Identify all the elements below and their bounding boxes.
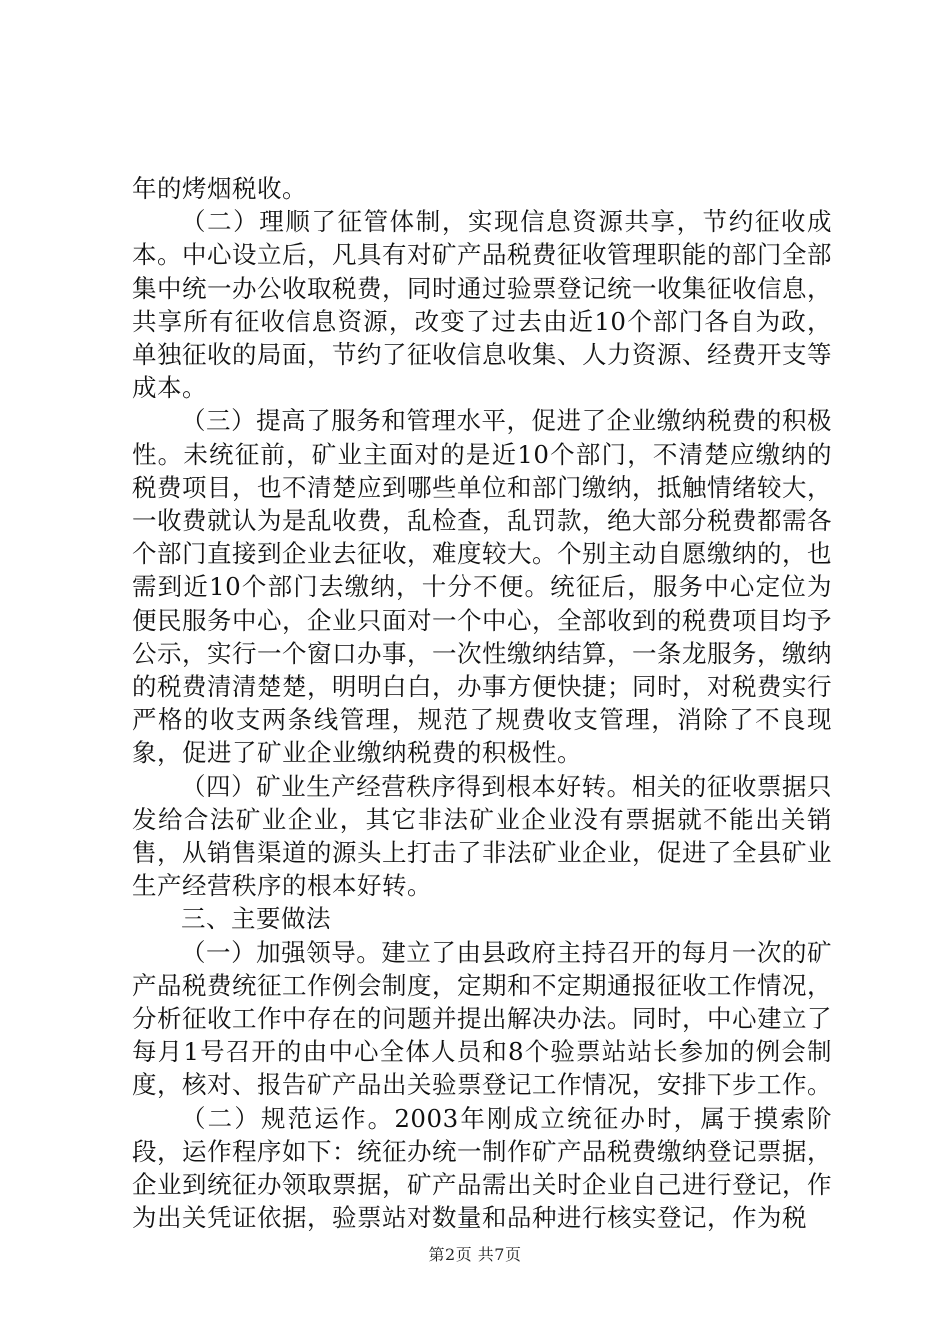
paragraph-6-standard-operation: （二）规范运作。2003年刚成立统征办时，属于摸索阶段，运作程序如下：统征办统一制作矿产品税费缴纳登记票据，企业到统征办领取票据，矿产品需出关时企业自己进行登记，作为出关凭证依据，验票站对数量和品种进行核实登记，作为税 <box>132 1103 832 1233</box>
paragraph-4-production-order: （四）矿业生产经营秩序得到根本好转。相关的征收票据只发给合法矿业企业，其它非法矿业企业没有票据就不能出关销售，从销售渠道的源头上打击了非法矿业企业，促进了全县矿业生产经营秩序的根本好转。 <box>132 771 832 901</box>
page-number-label: 第2页 共7页 <box>428 1245 522 1264</box>
document-body <box>132 172 832 1235</box>
page-footer <box>0 1245 950 1265</box>
paragraph-continuation: 年的烤烟税收。 <box>132 174 307 203</box>
paragraph-2-management-system: （二）理顺了征管体制，实现信息资源共享，节约征收成本。中心设立后，凡具有对矿产品税费征收管理职能的部门全部集中统一办公收取税费，同时通过验票登记统一收集征收信息，共享所有征收信息资源，改变了过去由近10个部门各自为政，单独征收的局面，节约了征收信息收集、人力资源、经费开支等成本。 <box>132 207 832 403</box>
section-heading-main-practices: 三、主要做法 <box>181 904 331 934</box>
paragraph-3-service-level: （三）提高了服务和管理水平，促进了企业缴纳税费的积极性。未统征前，矿业主面对的是近10个部门，不清楚应缴纳的税费项目，也不清楚应到哪些单位和部门缴纳，抵触情绪较大，一收费就认为是乱收费，乱检查，乱罚款，绝大部分税费都需各个部门直接到企业去征收，难度较大。个别主动自愿缴纳的，也需到近10个部门去缴纳，十分不便。统征后，服务中心定位为便民服务中心，企业只面对一个中心，全部收到的税费项目均予公示，实行一个窗口办事，一次性缴纳结算，一条龙服务，缴纳的税费清清楚楚，明明白白，办事方便快捷；同时，对税费实行严格的收支两条线管理，规范了规费收支管理，消除了不良现象，促进了矿业企业缴纳税费的积极性。 <box>132 406 832 768</box>
paragraph-5-leadership: （一）加强领导。建立了由县政府主持召开的每月一次的矿产品税费统征工作例会制度，定期和不定期通报征收工作情况，分析征收工作中存在的问题并提出解决办法。同时，中心建立了每月1号召开的由中心全体人员和8个验票站站长参加的例会制度，核对、报告矿产品出关验票登记工作情况，安排下步工作。 <box>132 937 832 1100</box>
